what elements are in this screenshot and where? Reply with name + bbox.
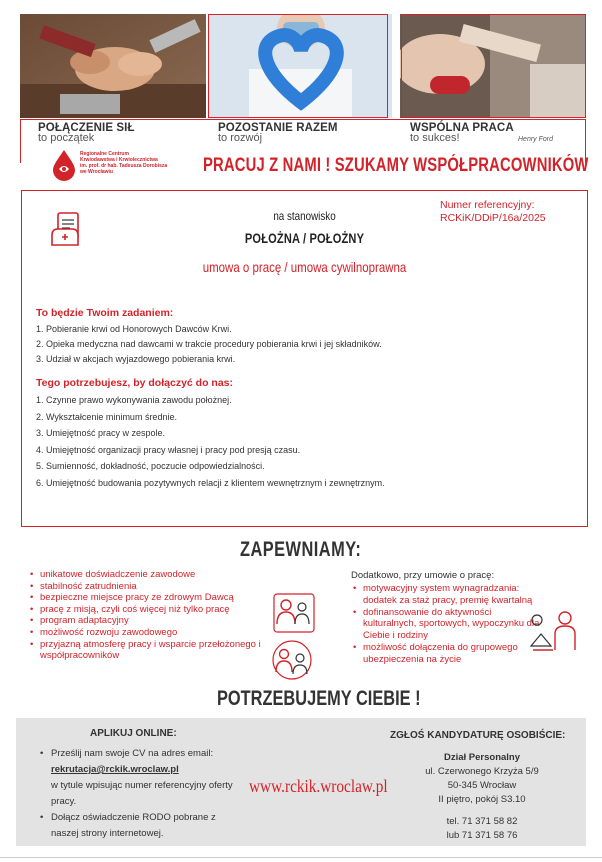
benefits-list bbox=[30, 569, 270, 662]
reference-label: Numer referencyjny: bbox=[440, 199, 535, 211]
item-text: Udział w akcjach wyjazdowego pobierania krwi. bbox=[46, 354, 236, 364]
item-text: Umiejętność budowania pozytywnych relacji z klientem wewnętrznym i zewnętrznym. bbox=[46, 477, 385, 488]
caption-title: WSPÓLNA PRACA bbox=[410, 122, 514, 134]
benefit-item: • program adaptacyjny bbox=[30, 615, 270, 627]
requirements-list bbox=[36, 395, 385, 494]
item-text: Umiejętność pracy w zespole. bbox=[46, 428, 166, 438]
rodo-instruction: Dołącz oświadczenie RODO pobrane z naszej strony internetowej. bbox=[51, 812, 216, 839]
list-item bbox=[36, 395, 385, 412]
caption-2 bbox=[218, 122, 338, 144]
headline bbox=[203, 155, 589, 177]
item-text: Umiejętność organizacji pracy własnej i pracy pod presją czasu. bbox=[46, 444, 301, 455]
benefit-item: • bezpieczne miejsce pracy ze zdrowym Dawcą bbox=[30, 592, 270, 604]
benefit-item: • dofinansowanie do aktywności kulturalnych, sportowych, wypoczynku dla Ciebie i rodziny bbox=[353, 607, 543, 642]
team-people-icon bbox=[272, 592, 316, 639]
benefit-item: • pracę z misją, czyli coś więcej niż tylko pracę bbox=[30, 604, 270, 616]
apply-instruction: Prześlij nam swoje CV na adres email: bbox=[51, 748, 214, 759]
divider bbox=[20, 119, 586, 120]
address-block bbox=[398, 751, 566, 807]
list-item bbox=[40, 746, 240, 810]
caption-subtitle: to rozwój bbox=[218, 132, 263, 144]
item-text: Opieka medyczna nad dawcami w trakcie procedury pobierania krwi i jej składników. bbox=[46, 339, 382, 349]
conversation-people-icon bbox=[268, 638, 316, 687]
footer-contact bbox=[16, 718, 586, 846]
we-need-you-title: POTRZEBUJEMY CIEBIE ! bbox=[217, 687, 421, 710]
logo-line: im. prof. dr hab. Tadeusza Dorobisza bbox=[80, 163, 168, 169]
item-number: 2. bbox=[36, 411, 44, 422]
extra-benefits-intro: Dodatkowo, przy umowie o pracę: bbox=[351, 570, 495, 581]
headline-part-1: PRACUJ Z NAMI ! bbox=[203, 155, 331, 176]
item-number: 3. bbox=[36, 428, 44, 438]
item-text: Wykształcenie minimum średnie. bbox=[46, 411, 177, 422]
list-item bbox=[36, 445, 385, 462]
benefit-item: • możliwość dołączenia do grupowego ubezpieczenia na życie bbox=[353, 642, 543, 665]
photo-frame bbox=[208, 14, 388, 118]
caption-1 bbox=[38, 122, 135, 144]
item-number: 3. bbox=[36, 354, 44, 364]
hands-together-photo bbox=[20, 14, 206, 118]
address-line: 50-345 Wrocław bbox=[447, 780, 517, 791]
leisure-person-icon bbox=[527, 606, 581, 659]
caption-3 bbox=[410, 122, 514, 144]
caption-title: POŁĄCZENIE SIŁ bbox=[38, 122, 135, 134]
apply-online-list bbox=[40, 746, 240, 842]
address-line: ul. Czerwonego Krzyża 5/9 bbox=[425, 766, 539, 777]
phone-number: tel. 71 371 58 82 bbox=[446, 816, 518, 827]
needs-heading: Tego potrzebujesz, by dołączyć do nas: bbox=[36, 377, 234, 389]
list-item bbox=[36, 412, 385, 429]
phone-block bbox=[398, 815, 566, 843]
quote-author: Henry Ford bbox=[518, 136, 554, 143]
blood-drop-logo-icon bbox=[52, 149, 76, 186]
benefit-item: • przyjazną atmosferę pracy i wsparcie przełożonego i współpracowników bbox=[30, 639, 270, 662]
divider bbox=[0, 857, 602, 858]
position-intro: na stanowisko bbox=[273, 209, 336, 223]
website-link[interactable]: www.rckik.wroclaw.pl bbox=[249, 776, 388, 796]
apply-in-person-heading: ZGŁOŚ KANDYDATURĘ OSOBIŚCIE: bbox=[390, 730, 566, 741]
item-text: Czynne prawo wykonywania zawodu położnej. bbox=[46, 395, 232, 405]
list-item bbox=[40, 810, 240, 842]
apply-instruction: w tytule wpisując numer referencyjny oferty pracy. bbox=[51, 780, 233, 807]
list-item bbox=[36, 428, 385, 445]
divider bbox=[20, 119, 21, 163]
logo-line: Krwiodawstwa i Krwiolecznictwa bbox=[80, 157, 158, 163]
headline-part-2: SZUKAMY WSPÓŁPRACOWNIKÓW bbox=[334, 155, 589, 176]
logo-line: we Wrocławiu bbox=[80, 169, 113, 175]
benefits-title: ZAPEWNIAMY: bbox=[240, 538, 362, 561]
tasks-heading: To będzie Twoim zadaniem: bbox=[36, 307, 174, 319]
benefit-item: • stabilność zatrudnienia bbox=[30, 581, 270, 593]
caption-subtitle: to początek bbox=[38, 132, 95, 144]
benefit-item: • możliwość rozwoju zawodowego bbox=[30, 627, 270, 639]
item-number: 2. bbox=[36, 339, 44, 349]
item-text: Pobieranie krwi od Honorowych Dawców Krwi. bbox=[46, 324, 232, 334]
benefit-item: • motywacyjny system wynagradzania: dodatek za staż pracy, premię kwartalną bbox=[353, 583, 543, 606]
phone-number: lub 71 371 58 76 bbox=[446, 830, 518, 841]
email-link[interactable]: rekrutacja@rckik.wroclaw.pl bbox=[51, 764, 179, 775]
tasks-list bbox=[36, 324, 382, 369]
reference-number: RCKiK/DDiP/16a/2025 bbox=[440, 212, 546, 224]
department-name: Dział Personalny bbox=[443, 752, 521, 763]
extra-benefits-list bbox=[353, 583, 543, 666]
job-offer-box bbox=[21, 190, 588, 527]
item-number: 1. bbox=[36, 395, 44, 405]
caption-title: POZOSTANIE RAZEM bbox=[218, 122, 338, 134]
item-number: 6. bbox=[36, 477, 44, 488]
organization-name bbox=[80, 151, 170, 175]
logo-line: Regionalne Centrum bbox=[80, 151, 129, 157]
item-text: Sumienność, dokładność, poczucie odpowiedzialności. bbox=[46, 461, 265, 471]
address-line: II piętro, pokój S3.10 bbox=[438, 794, 526, 805]
list-item bbox=[36, 339, 382, 354]
list-item bbox=[36, 354, 382, 369]
position-title: POŁOŻNA / POŁOŻNY bbox=[244, 231, 365, 246]
photo-frame bbox=[401, 14, 586, 118]
contract-type: umowa o pracę / umowa cywilnoprawna bbox=[202, 259, 407, 275]
list-item bbox=[36, 478, 385, 495]
item-number: 1. bbox=[36, 324, 44, 334]
item-number: 4. bbox=[36, 444, 44, 455]
apply-online-heading: APLIKUJ ONLINE: bbox=[90, 728, 177, 739]
item-number: 5. bbox=[36, 461, 44, 471]
list-item bbox=[36, 324, 382, 339]
benefit-item: • unikatowe doświadczenie zawodowe bbox=[30, 569, 270, 581]
list-item bbox=[36, 461, 385, 478]
caption-subtitle: to sukces! bbox=[410, 132, 460, 144]
